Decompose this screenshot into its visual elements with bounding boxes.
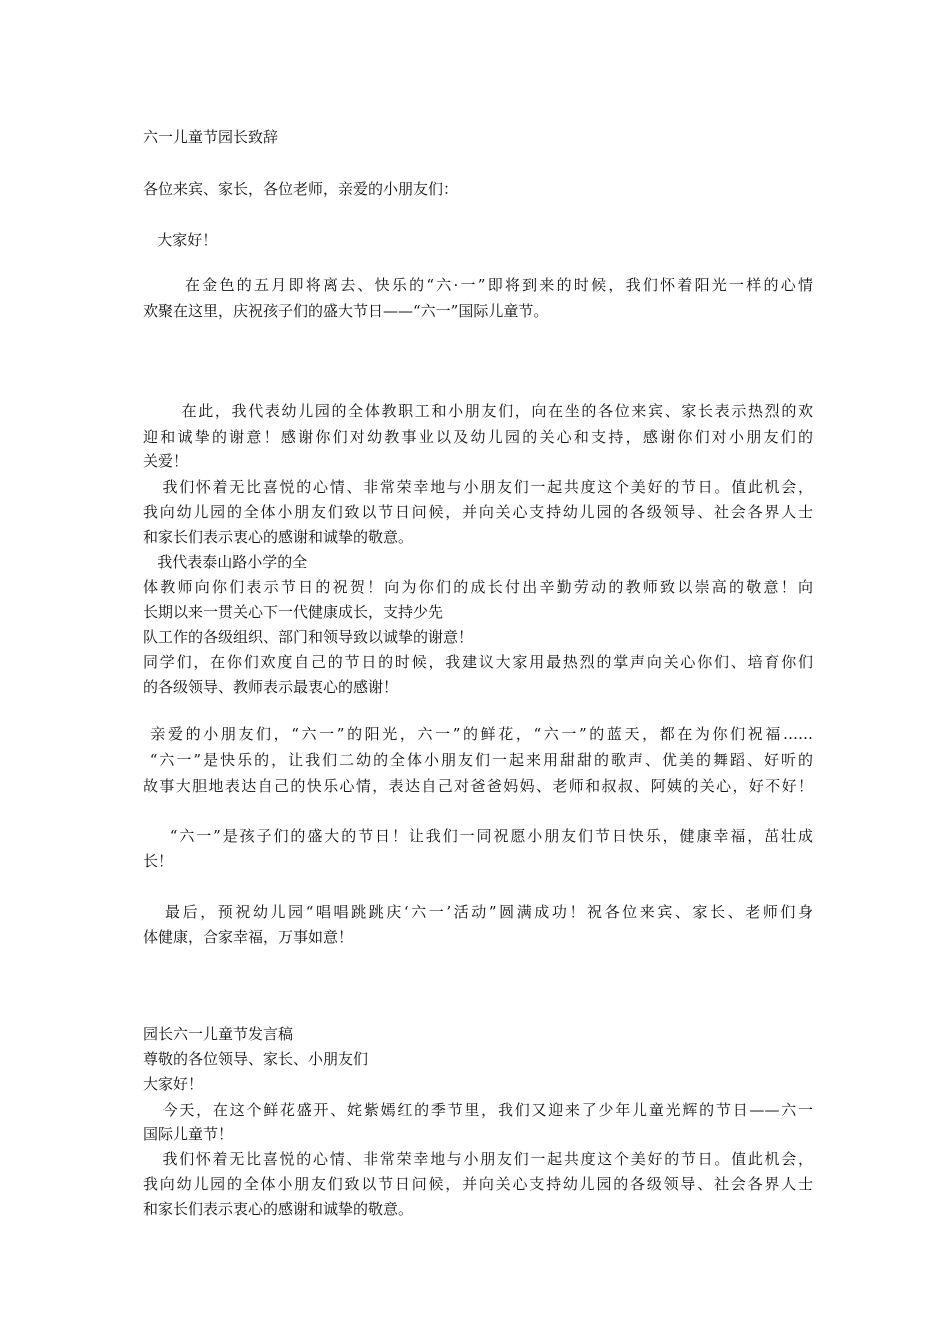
doc2-p2-line: 和家长们表示衷心的感谢和诚挚的敬意。	[143, 1200, 414, 1218]
doc2-p1-line: 国际儿童节！	[143, 1125, 234, 1143]
doc2-p2-line: 我向幼儿园的全体小朋友们致以节日问候，并向关心支持幼儿园的各级领导、社会各界人士	[143, 1175, 813, 1193]
doc1-p4-line: 长！	[143, 852, 174, 870]
doc1-title: 六一儿童节园长致辞	[143, 128, 279, 146]
doc1-p1-line: 欢聚在这里，庆祝孩子们的盛大节日——“六一”国际儿童节。	[143, 302, 549, 320]
doc2-p2-line: 我们怀着无比喜悦的心情、非常荣幸地与小朋友们一起共度这个美好的节日。值此机会，	[143, 1150, 813, 1168]
doc1-p2-line: 同学们，在你们欢度自己的节日的时候，我建议大家用最热烈的掌声向关心你们、培育你们	[143, 653, 813, 671]
doc1-p3-line: 故事大胆地表达自己的快乐心情，表达自己对爸爸妈妈、老师和叔叔、阿姨的关心，好不好！	[143, 777, 813, 795]
doc1-p3-line: “六一”是快乐的，让我们二幼的全体小朋友们一起来用甜甜的歌声、优美的舞蹈、好听的	[143, 751, 813, 769]
doc1-p4-line: “六一”是孩子们的盛大的节日！让我们一同祝愿小朋友们节日快乐，健康幸福，茁壮成	[143, 827, 813, 845]
doc1-p2-line: 我们怀着无比喜悦的心情、非常荣幸地与小朋友们一起共度这个美好的节日。值此机会，	[143, 478, 813, 496]
doc1-p5-line: 体健康，合家幸福，万事如意！	[143, 928, 354, 946]
doc1-p2-line: 迎和诚挚的谢意！感谢你们对幼教事业以及幼儿园的关心和支持，感谢你们对小朋友们的	[143, 428, 813, 446]
doc1-p2-line: 关爱！	[143, 452, 189, 470]
doc1-greeting: 大家好！	[143, 231, 218, 249]
doc2-salutation: 尊敬的各位领导、家长、小朋友们	[143, 1050, 369, 1068]
doc1-salutation: 各位来宾、家长，各位老师，亲爱的小朋友们：	[143, 180, 459, 198]
doc1-p2-line: 和家长们表示衷心的感谢和诚挚的敬意。	[143, 528, 414, 546]
doc1-p2-line: 我向幼儿园的全体小朋友们致以节日问候，并向关心支持幼儿园的各级领导、社会各界人士	[143, 503, 813, 521]
doc1-p2-line: 我代表泰山路小学的全	[143, 553, 308, 571]
doc2-p1-line: 今天，在这个鲜花盛开、姹紫嫣红的季节里，我们又迎来了少年儿童光辉的节日——六一	[143, 1101, 813, 1119]
doc1-p2-line: 体教师向你们表示节日的祝贺！向为你们的成长付出辛勤劳动的教师致以崇高的敬意！向	[143, 578, 813, 596]
doc2-title: 园长六一儿童节发言稿	[143, 1025, 294, 1043]
doc1-p2-line: 的各级领导、教师表示最衷心的感谢！	[143, 678, 399, 696]
doc1-p3-line: 亲爱的小朋友们，“六一”的阳光，六一”的鲜花，“六一”的蓝天，都在为你们祝福……	[143, 725, 813, 743]
doc1-p2-line: 在此，我代表幼儿园的全体教职工和小朋友们，向在坐的各位来宾、家长表示热烈的欢	[143, 402, 813, 420]
doc1-p1-line: 在金色的五月即将离去、快乐的“六·一”即将到来的时候，我们怀着阳光一样的心情	[143, 276, 813, 294]
doc1-p2-line: 长期以来一贯关心下一代健康成长，支持少先	[143, 603, 444, 621]
doc1-p5-line: 最后，预祝幼儿园“唱唱跳跳庆‘六一’活动”圆满成功！祝各位来宾、家长、老师们身	[143, 903, 813, 921]
doc2-greeting: 大家好！	[143, 1075, 204, 1093]
doc1-p2-line: 队工作的各级组织、部门和领导致以诚挚的谢意！	[143, 628, 474, 646]
